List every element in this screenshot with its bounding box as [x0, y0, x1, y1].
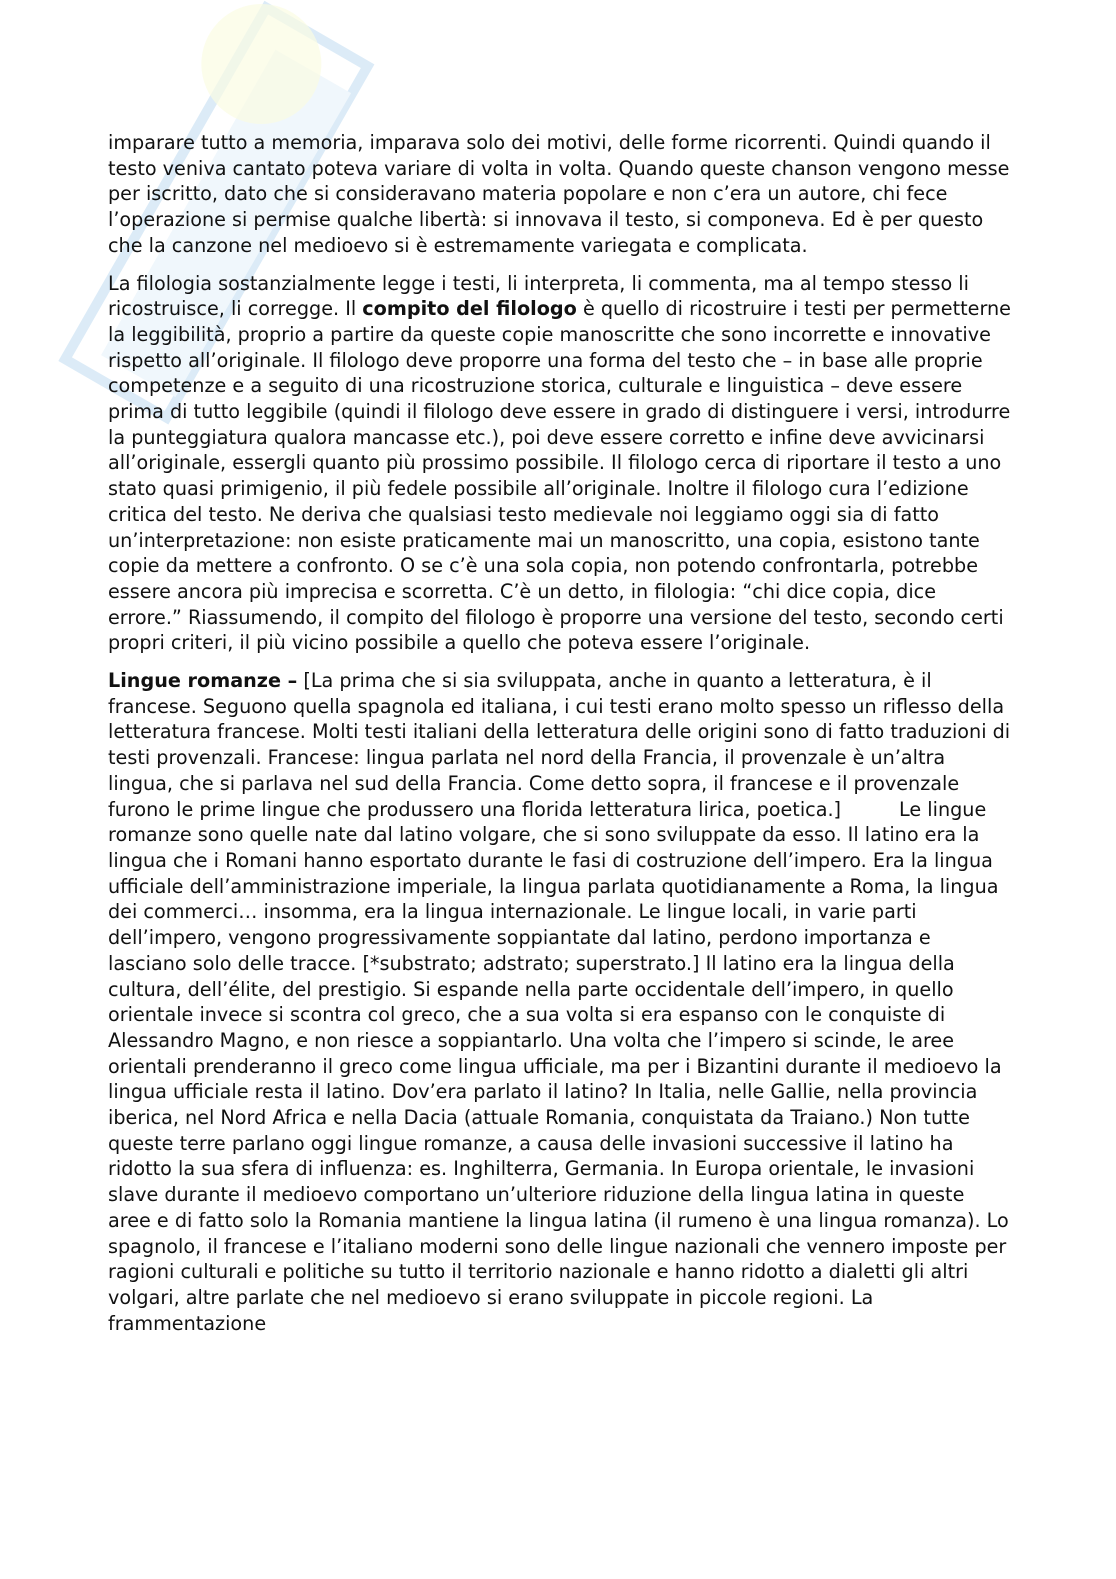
paragraph-2-text-1: La filologia sostanzialmente legge i testi, li interpreta, li commenta, ma al tempo stesso li ricostruisce, li corregge. Il — [108, 271, 969, 321]
paragraph-2-bold-term: compito del filologo — [362, 297, 577, 321]
paragraph-3 — [108, 668, 1012, 1336]
paragraph-3-heading: Lingue romanze – — [108, 669, 298, 693]
paragraph-1 — [108, 130, 1012, 259]
paragraph-2-text-2: è quello di ricostruire i testi per permetterne la leggibilità, proprio a partire da queste copie manoscritte che sono incorrette e innovative rispetto all’originale. Il filologo deve proporre una forma del testo che – in base alle proprie competenze e a seguito di una ricostruzione storica, culturale e linguistica – deve essere prima di tutto leggibile (quindi il filologo deve essere in grado di distinguere i versi, introdurre la punteggiatura qualora mancasse etc.), poi deve essere corretto e infine deve avvicinarsi all’originale, essergli quanto più prossimo possibile. Il filologo cerca di riportare il testo a uno stato quasi primigenio, il più fedele possibile all’originale. Inoltre il filologo cura l’edizione critica del testo. Ne deriva che qualsiasi testo medievale noi leggiamo oggi sia di fatto un’interpretazione: non esiste praticamente mai un manoscritto, una copia, esistono tante copie da mettere a confronto. O se c’è una sola copia, non potendo confrontarla, potrebbe essere ancora più imprecisa e scorretta. C’è un detto, in filologia: “chi dice copia, dice errore.” Riassumendo, il compito del filologo è proporre una versione del testo, secondo certi propri criteri, il più vicino possibile a quello che poteva essere l’originale. — [108, 297, 1011, 655]
paragraph-1-text: imparare tutto a memoria, imparava solo dei motivi, delle forme ricorrenti. Quindi quando il testo veniva cantato poteva variare di volta in volta. Quando queste chanson vengono messe per iscritto, dato che si consideravano materia popolare e non c’era un autore, chi fece l’operazione si permise qualche libertà: si innovava il testo, si componeva. Ed è per questo che la canzone nel medioevo si è estremamente variegata e complicata. — [108, 131, 1010, 257]
paragraph-2 — [108, 271, 1012, 657]
document-page — [108, 130, 1012, 1348]
paragraph-3-text-1: [La prima che si sia sviluppata, anche in quanto a letteratura, è il francese. Seguono quella spagnola ed italiana, i cui testi erano molto spesso un riflesso della letteratura francese. Molti testi italiani della letteratura delle origini sono di fatto traduzioni di testi provenzali. Francese: lingua parlata nel nord della Francia, il provenzale è un’altra lingua, che si parlava nel sud della Francia. Come detto sopra, il francese e il provenzale furono le prime lingue che produssero una florida letteratura lirica, poetica.] — [108, 669, 1011, 821]
paragraph-3-text-2: Le lingue romanze sono quelle nate dal latino volgare, che si sono sviluppate da esso. Il latino era la lingua che i Romani hanno esportato durante le fasi di costruzione dell’impero. Era la lingua ufficiale dell’amministrazione imperiale, la lingua parlata quotidianamente a Roma, la lingua dei commerci… insomma, era la lingua internazionale. Le lingue locali, in varie parti dell’impero, vengono progressivamente soppiantate dal latino, perdono importanza e lasciano solo delle tracce. [*substrato; adstrato; superstrato.] Il latino era la lingua della cultura, dell’élite, del prestigio. Si espande nella parte occidentale dell’impero, in quello orientale invece si scontra col greco, che a sua volta si era espanso con le conquiste di Alessandro Magno, e non riesce a soppiantarlo. Una volta che l’impero si scinde, le aree orientali prenderanno il greco come lingua ufficiale, ma per i Bizantini durante il medioevo la lingua ufficiale resta il latino. Dov’era parlato il latino? In Italia, nelle Gallie, nella provincia iberica, nel Nord Africa e nella Dacia (attuale Romania, conquistata da Traiano.) Non tutte queste terre parlano oggi lingue romanze, a causa delle invasioni successive il latino ha ridotto la sua sfera di influenza: es. Inghilterra, Germania. In Europa orientale, le invasioni slave durante il medioevo comportano un’ulteriore riduzione della lingua latina in queste aree e di fatto solo la Romania mantiene la lingua latina (il rumeno è una lingua romanza). Lo spagnolo, il francese e l’italiano moderni sono delle lingue nazionali che vennero imposte per ragioni culturali e politiche su tutto il territorio nazionale e hanno ridotto a dialetti gli altri volgari, altre parlate che nel medioevo si erano sviluppate in piccole regioni. La frammentazione — [108, 797, 1009, 1335]
